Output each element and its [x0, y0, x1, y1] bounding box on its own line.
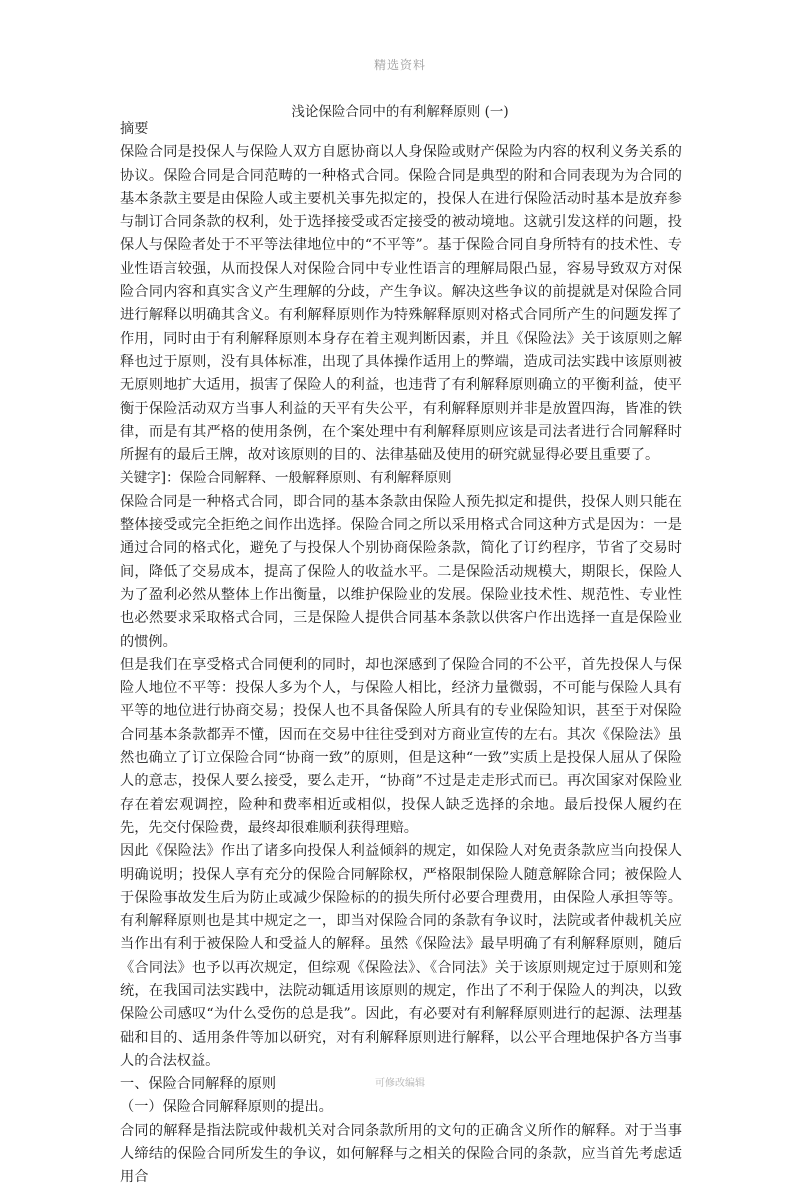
body-paragraph-2: 但是我们在享受格式合同便利的同时，却也深感到了保险合同的不公平，首先投保人与保险人地位不平等：投保人多为个人，与保险人相比，经济力量微弱，不可能与保险人具有平等的地位进行协商交易；投保人也不具备保险人所具有的专业保险知识，甚至于对保险合同基本条款都弄不懂，因而在交易中往往受到对方商业宣传的左右。其次《保险法》虽然也确立了订立保险合同“协商一致”的原则，但是这种“一致”实质上是投保人屈从了保险人的意志，投保人要么接受，要么走开，“协商”不过是走走形式而已。再次国家对保险业存在着宏观调控，险种和费率相近或相似，投保人缺乏选择的余地。最后投保人履约在先，先交付保险费，最终却很难顺利获得理赔。: [120, 656, 682, 836]
keywords-line: 关键字]：保险合同解释、一般解释原则、有利解释原则: [120, 470, 452, 487]
body-paragraph-3: 因此《保险法》作出了诸多向投保人利益倾斜的规定，如保险人对免责条款应当向投保人明确说明；投保人享有充分的保险合同解除权，严格限制保险人随意解除合同；被保险人于保险事故发生后为防止或减少保险标的的损失所付必要合理费用，由保险人承担等等。有利解释原则也是其中规定之一，即当对保险合同的条款有争议时，法院或者仲裁机关应当作出有利于被保险人和受益人的解释。虽然《保险法》最早明确了有利解释原则，随后《合同法》也予以再次规定，但综观《保险法》、《合同法》关于该原则规定过于原则和笼统，在我国司法实践中，法院动辄适用该原则的规定，作出了不利于保险人的判决，以致保险公司感叹“为什么受伤的总是我”。因此，有必要对有利解释原则进行的起源、法理基础和目的、适用条件等加以研究，对有利解释原则进行解释，以公平合理地保护各方当事人的合法权益。: [120, 843, 682, 1069]
document-title: 浅论保险合同中的有利解释原则 (一): [291, 104, 509, 120]
body-paragraph-final: 合同的解释是指法院或仲裁机关对合同条款所用的文句的正确含义所作的解释。对于当事人缔结的保险合同所发生的争议，如何解释与之相关的保险合同的条款，应当首先考虑适用合: [120, 1122, 682, 1186]
subsection-heading: （一）保险合同解释原则的提出。: [120, 1099, 333, 1116]
abstract-heading: 摘要: [120, 121, 149, 137]
footer-watermark: 可修改编辑: [375, 1078, 425, 1089]
document-body: [120, 118, 682, 1190]
body-paragraph-1: 保险合同是一种格式合同，即合同的基本条款由保险人预先拟定和提供，投保人则只能在整体接受或完全拒绝之间作出选择。保险合同之所以采用格式合同这种方式是因为：一是通过合同的格式化，避免了与投保人个别协商保险条款，简化了订约程序，节省了交易时间，降低了交易成本，提高了保险人的收益水平。二是保险活动规模大，期限长，保险人为了盈利必然从整体上作出衡量，以维护保险业的发展。保险业技术性、规范性、专业性也必然要求采取格式合同，三是保险人提供合同基本条款以供客户作出选择一直是保险业的惯例。: [120, 493, 682, 650]
abstract-paragraph: 保险合同是投保人与保险人双方自愿协商以人身保险或财产保险为内容的权利义务关系的协议。保险合同是合同范畴的一种格式合同。保险合同是典型的附和合同表现为为合同的基本条款主要是由保险人或主要机关事先拟定的，投保人在进行保险活动时基本是放弃参与制订合同条款的权利，处于选择接受或否定接受的被动境地。这就引发这样的问题，投保人与保险者处于不平等法律地位中的“不平等”。基于保险合同自身所特有的技术性、专业性语言较强，从而投保人对保险合同中专业性语言的理解局限凸显，容易导致双方对保险合同内容和真实含义产生理解的分歧，产生争议。解决这些争议的前提就是对保险合同进行解释以明确其含义。有利解释原则作为特殊解释原则对格式合同所产生的问题发挥了作用，同时由于有利解释原则本身存在着主观判断因素，并且《保险法》关于该原则之解释也过于原则，没有具体标准，出现了具体操作适用上的弊端，造成司法实践中该原则被无原则地扩大适用，损害了保险人的利益，也违背了有利解释原则确立的平衡利益，使平衡于保险活动双方当事人利益的天平有失公平，有利解释原则并非是放置四海，皆准的铁律，而是有其严格的使用条例，在个案处理中有利解释原则应该是司法者进行合同解释时所握有的最后王牌，故对该原则的目的、法律基础及使用的研究就显得必要且重要了。: [120, 144, 682, 464]
header-watermark: 精选资料: [373, 58, 426, 72]
section-heading: 一、保险合同解释的原则: [120, 1076, 277, 1093]
